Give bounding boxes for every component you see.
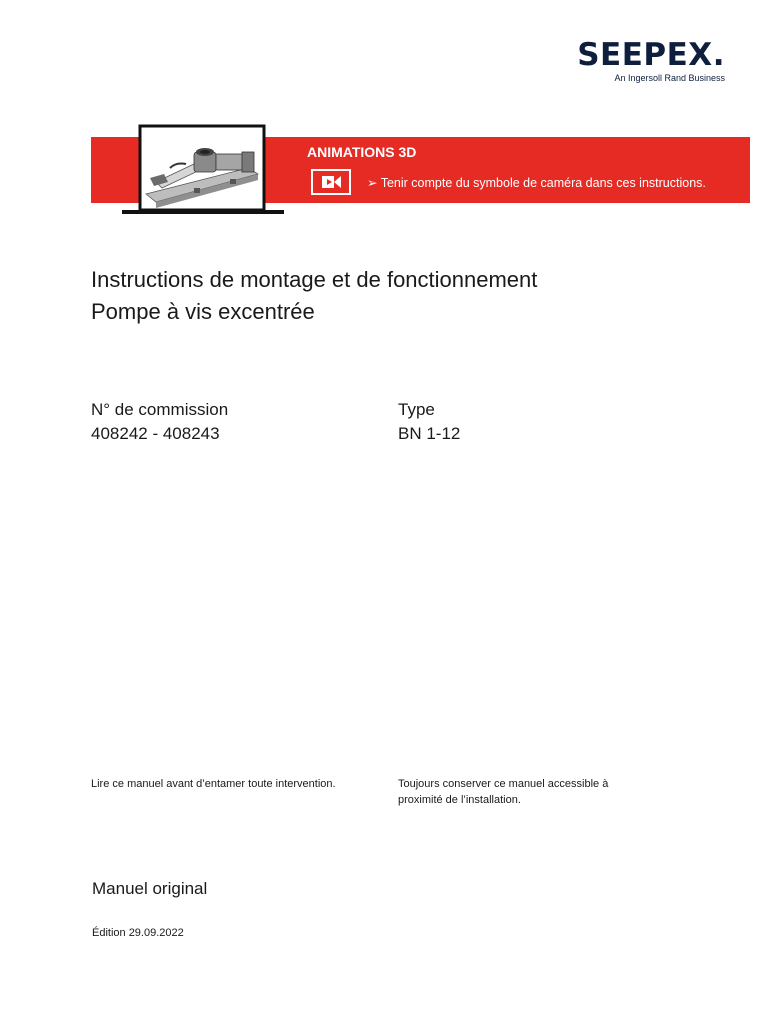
commission-label: N° de commission <box>91 400 229 419</box>
banner-note: ➢ Tenir compte du symbole de caméra dans ces instructions. <box>367 176 706 190</box>
type-label: Type <box>398 400 435 419</box>
keep-manual-note-line2: proximité de l’installation. <box>398 794 521 806</box>
manual-type: Manuel original <box>92 879 208 898</box>
commission-value: 408242 - 408243 <box>91 424 220 443</box>
read-manual-note: Lire ce manuel avant d’entamer toute intervention. <box>91 778 336 790</box>
edition-date: Édition 29.09.2022 <box>92 927 184 939</box>
banner-title: ANIMATIONS 3D <box>307 144 417 160</box>
keep-manual-note <box>398 776 608 808</box>
keep-manual-note-line1: Toujours conserver ce manuel accessible à <box>398 778 609 790</box>
logo-tagline: An Ingersoll Rand Business <box>614 73 725 83</box>
document-title <box>91 264 537 328</box>
logo-wordmark: SEEPEX. <box>577 37 725 73</box>
seepex-logo <box>577 38 725 84</box>
document-title-line2: Pompe à vis excentrée <box>91 299 315 324</box>
document-title-line1: Instructions de montage et de fonctionnement <box>91 267 538 292</box>
type-value: BN 1-12 <box>398 424 461 443</box>
video-camera-icon <box>311 169 351 195</box>
laptop-pump-illustration <box>120 124 286 216</box>
